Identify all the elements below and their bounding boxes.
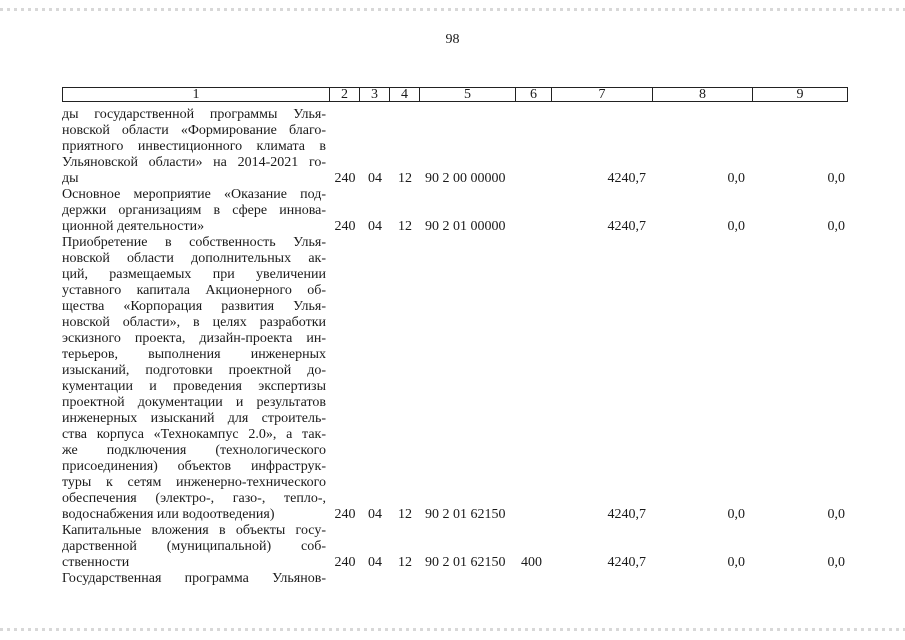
description-line: Ульяновской области» на 2014-2021 го- <box>62 155 326 170</box>
cell-c2: 240 <box>334 555 356 570</box>
description-line: ций, размещаемых при увеличении <box>62 267 326 282</box>
description-line: новской области», в целях разработки <box>62 315 326 330</box>
cell-c8: 0,0 <box>727 507 745 522</box>
description-line: присоединения) объектов инфраструк- <box>62 459 326 474</box>
cell-c7: 4240,7 <box>607 171 646 186</box>
description-line: ды государственной программы Улья- <box>62 107 326 122</box>
row-values <box>0 171 905 187</box>
description-line: держки организациям в сфере иннова- <box>62 203 326 218</box>
row-values <box>0 507 905 523</box>
description-line: новской области дополнительных ак- <box>62 251 326 266</box>
cell-c9: 0,0 <box>827 555 845 570</box>
cell-c5: 90 2 01 62150 <box>425 555 506 570</box>
cell-c8: 0,0 <box>727 171 745 186</box>
row-values <box>0 219 905 235</box>
description-line: приятного инвестиционного климата в <box>62 139 326 154</box>
description-line: дарственной (муниципальной) соб- <box>62 539 326 554</box>
description-line: же подключения (технологического <box>62 443 326 458</box>
cell-c5: 90 2 01 62150 <box>425 507 506 522</box>
description-line: ства корпуса «Технокампус 2.0», а так- <box>62 427 326 442</box>
description-line: щества «Корпорация развития Улья- <box>62 299 326 314</box>
description-line: изысканий, подготовки проектной до- <box>62 363 326 378</box>
description-line: Капитальные вложения в объекты госу- <box>62 523 326 538</box>
header-col-5: 5 <box>420 88 516 102</box>
page-number: 98 <box>445 32 460 47</box>
description-line: кументации и проведения экспертизы <box>62 379 326 394</box>
cell-c4: 12 <box>398 507 412 522</box>
header-row <box>63 88 848 102</box>
header-col-2: 2 <box>330 88 360 102</box>
cell-c2: 240 <box>334 219 356 234</box>
description-line: уставного капитала Акционерного об- <box>62 283 326 298</box>
header-col-8: 8 <box>653 88 753 102</box>
header-col-4: 4 <box>390 88 420 102</box>
header-col-3: 3 <box>360 88 390 102</box>
table-row <box>0 187 905 235</box>
table-row <box>0 235 905 523</box>
description-line: новской области «Формирование благо- <box>62 123 326 138</box>
cell-c4: 12 <box>398 171 412 186</box>
cell-c8: 0,0 <box>727 219 745 234</box>
cell-c9: 0,0 <box>827 507 845 522</box>
cell-c4: 12 <box>398 555 412 570</box>
cell-c4: 12 <box>398 219 412 234</box>
cell-c2: 240 <box>334 171 356 186</box>
cell-c6: 400 <box>521 555 542 570</box>
description-line: туры к сетям инженерно-технического <box>62 475 326 490</box>
cell-c8: 0,0 <box>727 555 745 570</box>
row-description <box>62 235 326 523</box>
description-line: Основное мероприятие «Оказание под- <box>62 187 326 202</box>
description-line: инженерных изысканий для строитель- <box>62 411 326 426</box>
cell-c2: 240 <box>334 507 356 522</box>
cell-c3: 04 <box>368 555 382 570</box>
scan-edge-bottom <box>0 628 905 631</box>
row-values <box>0 571 905 587</box>
description-line: обеспечения (электро-, газо-, тепло-, <box>62 491 326 506</box>
header-col-7: 7 <box>552 88 653 102</box>
description-line: Приобретение в собственность Улья- <box>62 235 326 250</box>
column-number-header <box>62 87 848 102</box>
description-line: ды <box>62 171 79 186</box>
table-row <box>0 107 905 187</box>
cell-c3: 04 <box>368 219 382 234</box>
cell-c7: 4240,7 <box>607 219 646 234</box>
cell-c5: 90 2 01 00000 <box>425 219 506 234</box>
table-row <box>0 523 905 571</box>
cell-c5: 90 2 00 00000 <box>425 171 506 186</box>
cell-c3: 04 <box>368 171 382 186</box>
description-line: Государственная программа Ульянов- <box>62 571 326 586</box>
description-line: проектной документации и результатов <box>62 395 326 410</box>
cell-c7: 4240,7 <box>607 555 646 570</box>
header-col-1: 1 <box>63 88 330 102</box>
cell-c9: 0,0 <box>827 171 845 186</box>
description-line: терьеров, выполнения инженерных <box>62 347 326 362</box>
header-col-9: 9 <box>753 88 848 102</box>
description-line: водоснабжения или водоотведения) <box>62 507 275 522</box>
description-line: ственности <box>62 555 130 570</box>
description-line: ционной деятельности» <box>62 219 205 234</box>
cell-c7: 4240,7 <box>607 507 646 522</box>
header-col-6: 6 <box>516 88 552 102</box>
cell-c9: 0,0 <box>827 219 845 234</box>
row-values <box>0 555 905 571</box>
table-row <box>0 571 905 587</box>
scan-edge-top <box>0 8 905 11</box>
description-line: эскизного проекта, дизайн-проекта ин- <box>62 331 326 346</box>
cell-c3: 04 <box>368 507 382 522</box>
